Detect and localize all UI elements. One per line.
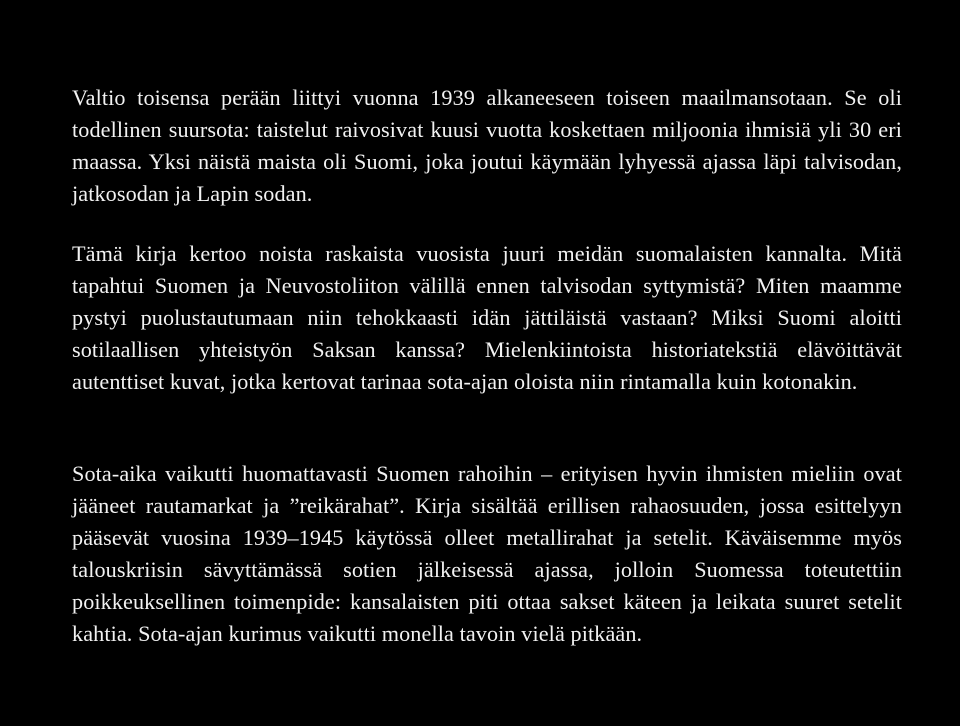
paragraph-war-intro: Valtio toisensa perään liittyi vuonna 1939 alkaneeseen toiseen maailmansotaan. Se oli todellinen suursota: taistelut raivosivat kuusi vuotta koskettaen miljoonia ihmisiä yli 30 eri maassa. Yksi näistä maista oli Suomi, joka joutui käymään lyhyessä ajassa läpi talvisodan, jatkosodan ja Lapin sodan. — [72, 85, 902, 207]
paragraph-book-description: Tämä kirja kertoo noista raskaista vuosista juuri meidän suomalaisten kannalta. Mitä tapahtui Suomen ja Neuvostoliiton välillä ennen talvisodan syttymistä? Miten maamme pystyi puolustautumaan niin tehokkaasti idän jättiläistä vastaan? Miksi Suomi aloitti sotilaallisen yhteistyön Saksan kanssa? Mielenkiintoista historiatekstiä elävöittävät autenttiset kuvat, jotka kertovat tarinaa sota-ajan oloista niin rintamalla kuin kotonakin. — [72, 241, 902, 395]
paragraph-money-section: Sota-aika vaikutti huomattavasti Suomen rahoihin – erityisen hyvin ihmisten mieliin ovat jääneet rautamarkat ja ”reikärahat”. Kirja sisältää erillisen rahaosuuden, jossa esittelyyn pääsevät vuosina 1939–1945 käytössä olleet metallirahat ja setelit. Käväisemme myös talouskriisin sävyttämässä sotien jälkeisessä ajassa, jolloin Suomessa toteutettiin poikkeuksellinen toimenpide: kansalaisten piti ottaa sakset käteen ja leikata suuret setelit kahtia. Sota-ajan kurimus vaikutti monella tavoin vielä pitkään. — [72, 461, 902, 647]
